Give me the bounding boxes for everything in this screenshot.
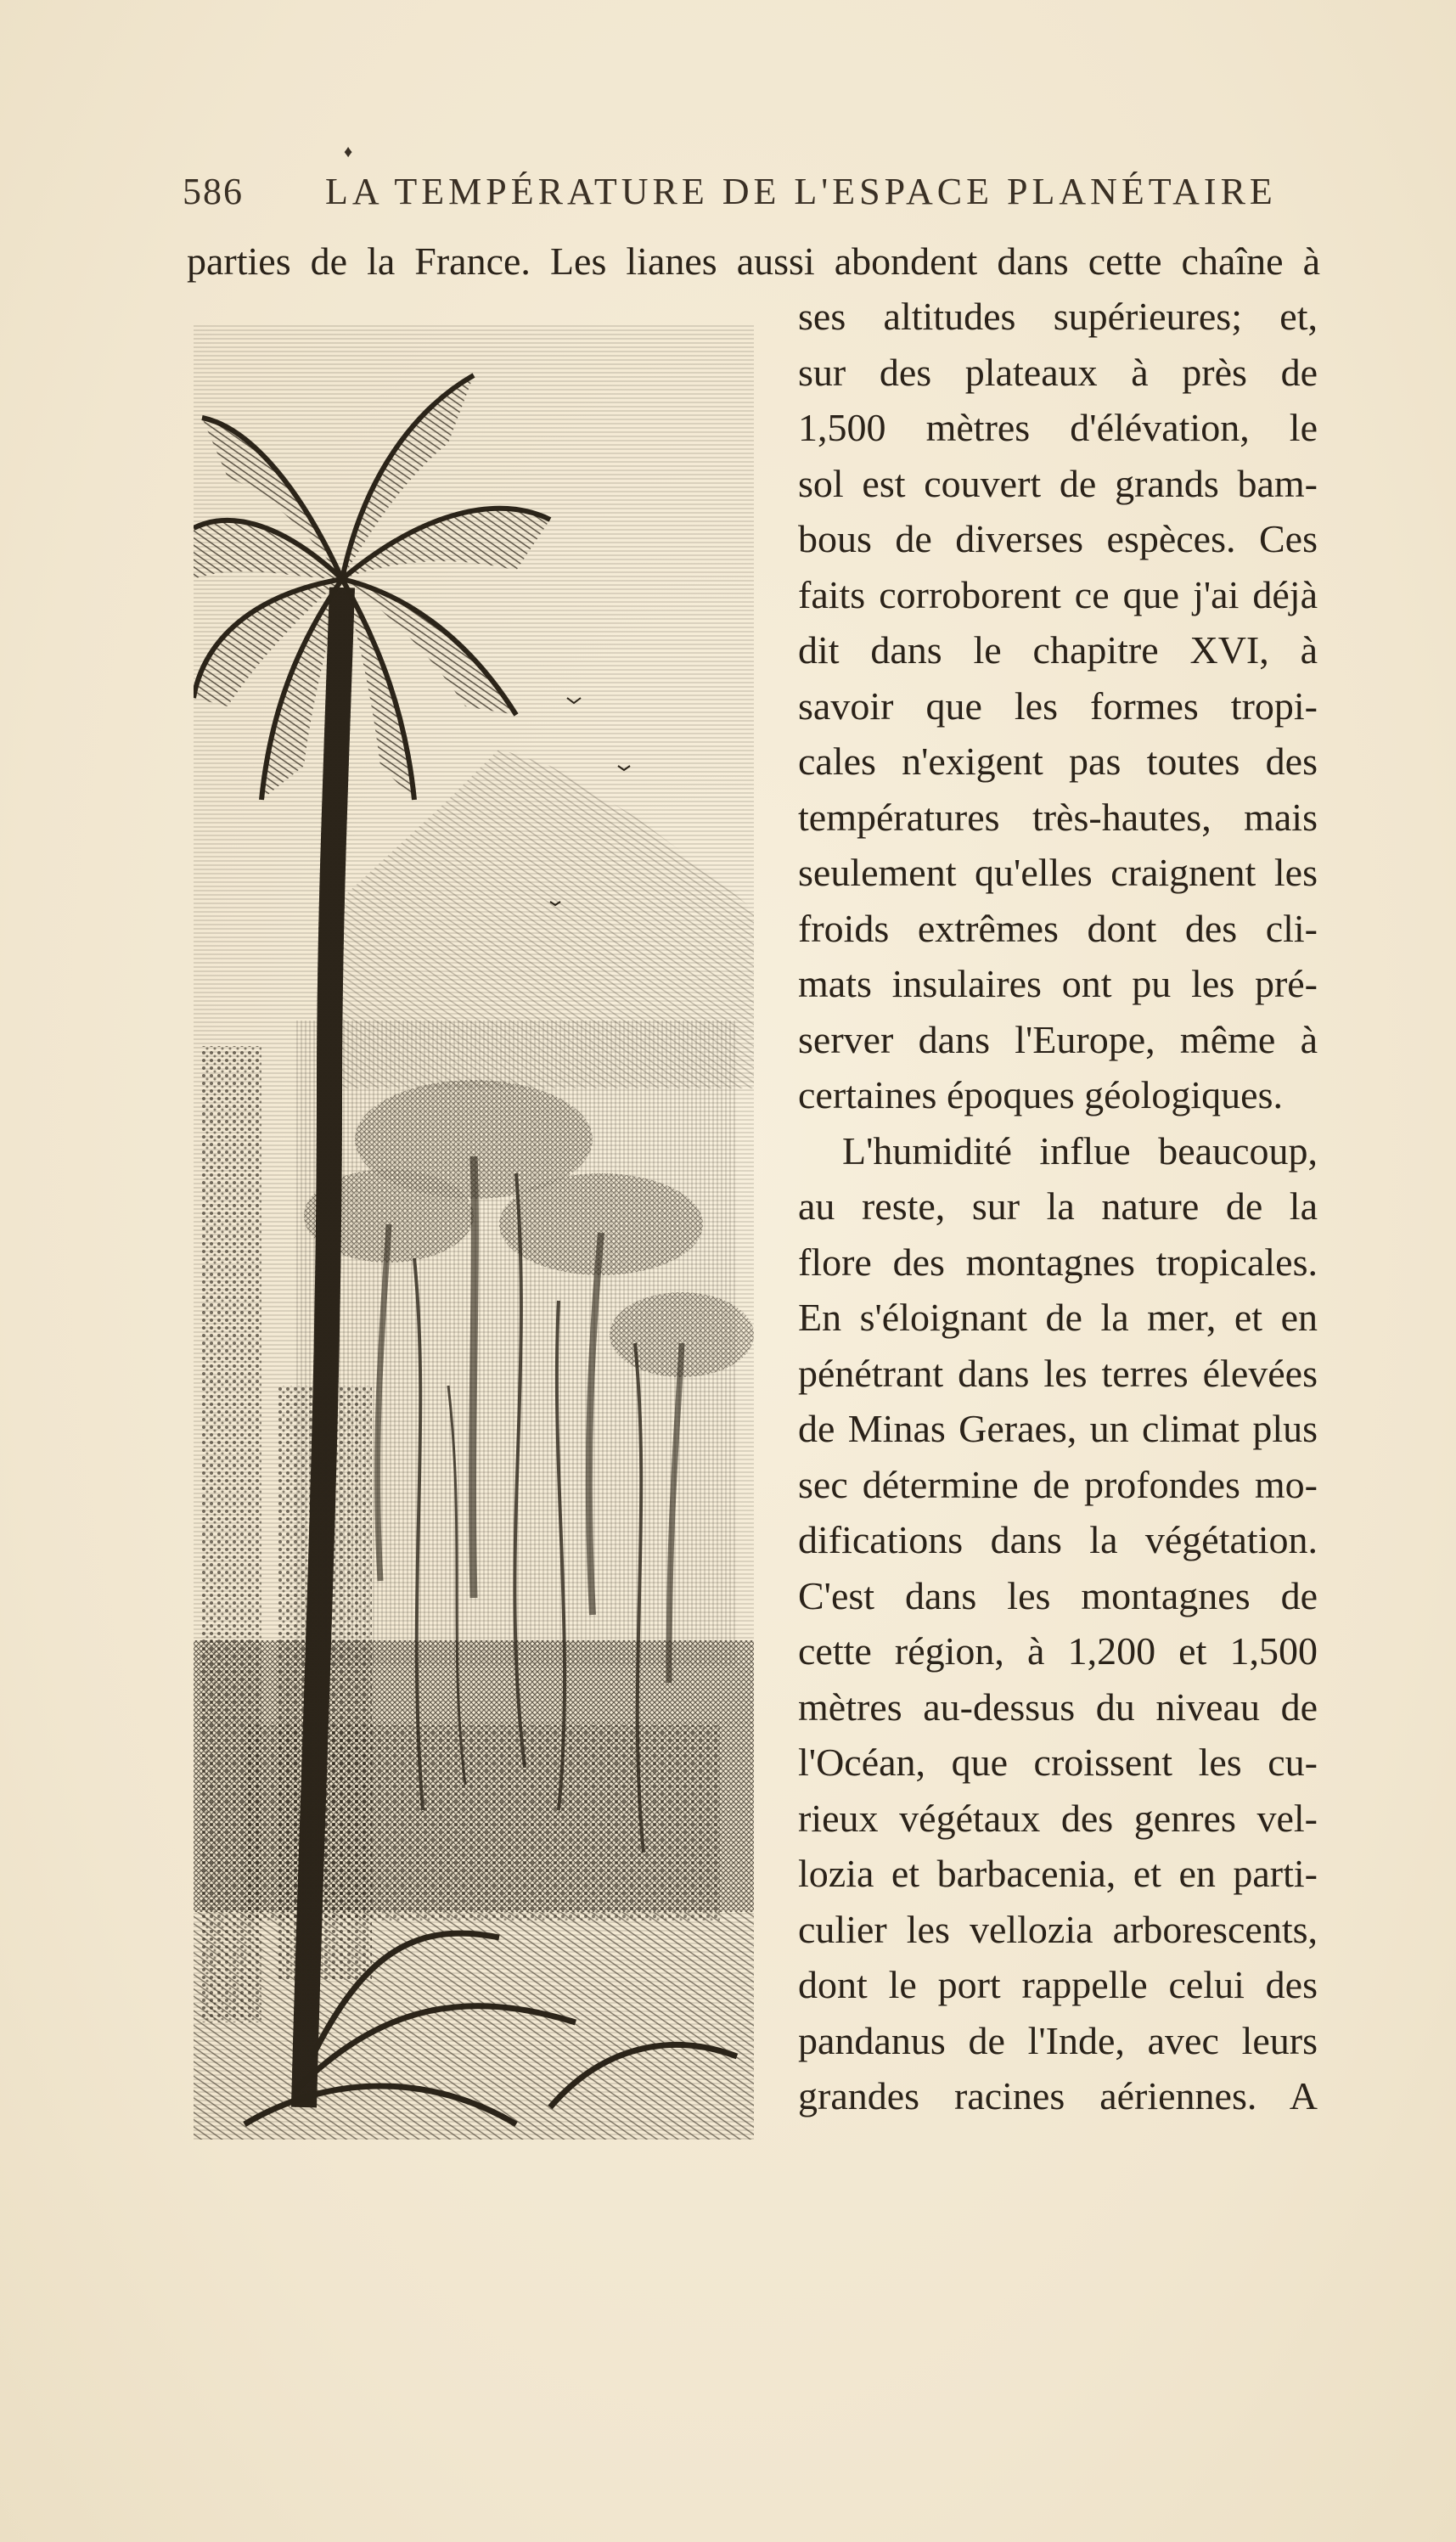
page-number: 586 bbox=[183, 171, 244, 212]
text-line: certaines époques géologiques. bbox=[798, 1073, 1283, 1116]
text-line: cette région, à 1,200 et 1,500 bbox=[798, 1629, 1318, 1673]
text-line: rieux végétaux des genres vel- bbox=[798, 1796, 1318, 1840]
text-line: pénétrant dans les terres élevées bbox=[798, 1351, 1318, 1395]
text-line: dont le port rappelle celui des bbox=[798, 1963, 1318, 2006]
text-line: l'Océan, que croissent les cu- bbox=[798, 1741, 1318, 1784]
text-line: ses altitudes supérieures; et, bbox=[798, 295, 1318, 338]
text-line: mats insulaires ont pu les pré- bbox=[798, 962, 1318, 1005]
text-line: dit dans le chapitre XVI, à bbox=[798, 628, 1318, 672]
text-line: flore des montagnes tropicales. bbox=[798, 1240, 1318, 1284]
body-text-column bbox=[798, 289, 1318, 2124]
text-line: savoir que les formes tropi- bbox=[798, 683, 1318, 728]
text-line: difications dans la végétation. bbox=[798, 1518, 1318, 1561]
body-text-first-line: parties de la France. Les lianes aussi abondent dans cette chaîne à bbox=[187, 239, 1320, 283]
text-line: L'humidité influe beaucoup, bbox=[842, 1128, 1318, 1173]
text-line: server dans l'Europe, même à bbox=[798, 1017, 1318, 1061]
text-line: températures très-hautes, mais bbox=[798, 795, 1318, 839]
text-line: seulement qu'elles craignent les bbox=[798, 851, 1318, 894]
text-line: au reste, sur la nature de la bbox=[798, 1184, 1318, 1228]
text-line: culier les vellozia arborescents, bbox=[798, 1907, 1318, 1951]
header-ornament: ♦ bbox=[344, 143, 353, 161]
text-line: sec détermine de profondes mo- bbox=[798, 1462, 1318, 1506]
text-line: En s'éloignant de la mer, et en bbox=[798, 1296, 1318, 1339]
text-line: froids extrêmes dont des cli- bbox=[798, 906, 1318, 950]
text-line: sol est couvert de grands bam- bbox=[798, 461, 1318, 505]
text-line: lozia et barbacenia, et en parti- bbox=[798, 1852, 1318, 1895]
text-line: cales n'exigent pas toutes des bbox=[798, 740, 1318, 783]
tropical-forest-engraving bbox=[194, 324, 754, 2140]
running-header bbox=[183, 166, 1278, 217]
text-line: sur des plateaux à près de bbox=[798, 350, 1318, 394]
text-line: C'est dans les montagnes de bbox=[798, 1573, 1318, 1617]
text-line: pandanus de l'Inde, avec leurs bbox=[798, 2018, 1318, 2062]
text-line: mètres au-dessus du niveau de bbox=[798, 1684, 1318, 1729]
text-line: 1,500 mètres d'élévation, le bbox=[798, 406, 1318, 449]
text-line: bous de diverses espèces. Ces bbox=[798, 517, 1318, 560]
text-line: grandes racines aériennes. A bbox=[798, 2074, 1318, 2117]
running-title: LA TEMPÉRATURE DE L'ESPACE PLANÉTAIRE bbox=[325, 171, 1277, 212]
text-line: faits corroborent ce que j'ai déjà bbox=[798, 572, 1318, 616]
text-line: de Minas Geraes, un climat plus bbox=[798, 1407, 1318, 1450]
